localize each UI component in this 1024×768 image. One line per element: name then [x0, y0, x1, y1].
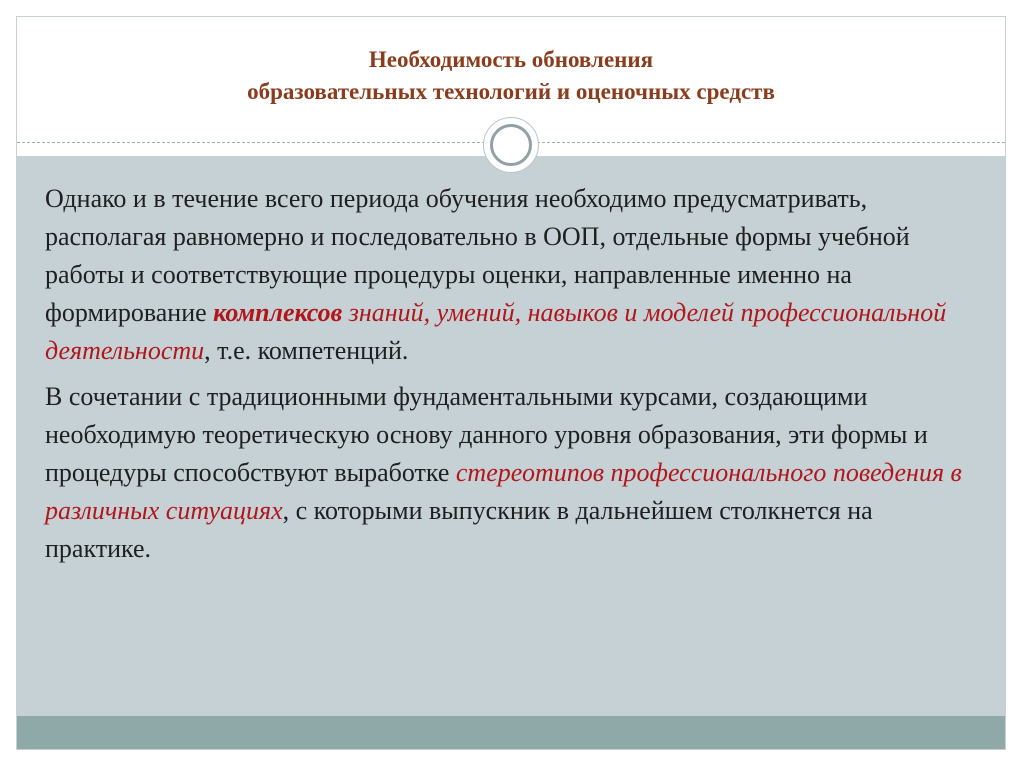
paragraph-1-text-end: , т.е. компетенций.: [204, 336, 409, 365]
body-text: [45, 180, 975, 576]
paragraph-1: [45, 180, 975, 370]
bottom-band: [17, 716, 1005, 750]
slide-title: [17, 44, 1005, 108]
slide: [16, 16, 1006, 750]
content-area: [17, 156, 1005, 716]
paragraph-2: [45, 378, 975, 568]
paragraph-2-text-start: В сочетании с традиционными фундаментальными курсами, создающими необходимую теоретическую основу данного уровня образования, эти формы и процедуры способствуют выработке: [45, 382, 928, 487]
paragraph-1-emphasis-italic: знаний, умений, навыков и моделей профессиональной деятельности: [45, 298, 947, 365]
slide-title-line-2: образовательных технологий и оценочных средств: [247, 79, 775, 104]
paragraph-1-emphasis-bold: комплексов: [213, 298, 343, 327]
circle-ornament-icon: [483, 117, 539, 173]
paragraph-1-text-start: Однако и в течение всего периода обучения необходимо предусматривать, располагая равномерно и последовательно в ООП, отдельные формы учебной работы и соответствующие процедуры оценки, направленные именно на формирование: [45, 184, 910, 327]
slide-title-line-1: Необходимость обновления: [368, 47, 654, 72]
paragraph-2-text-end: , с которыми выпускник в дальнейшем столкнется на практике.: [45, 496, 873, 563]
paragraph-2-emphasis-italic: стереотипов профессионального поведения в различных ситуациях: [45, 458, 962, 525]
